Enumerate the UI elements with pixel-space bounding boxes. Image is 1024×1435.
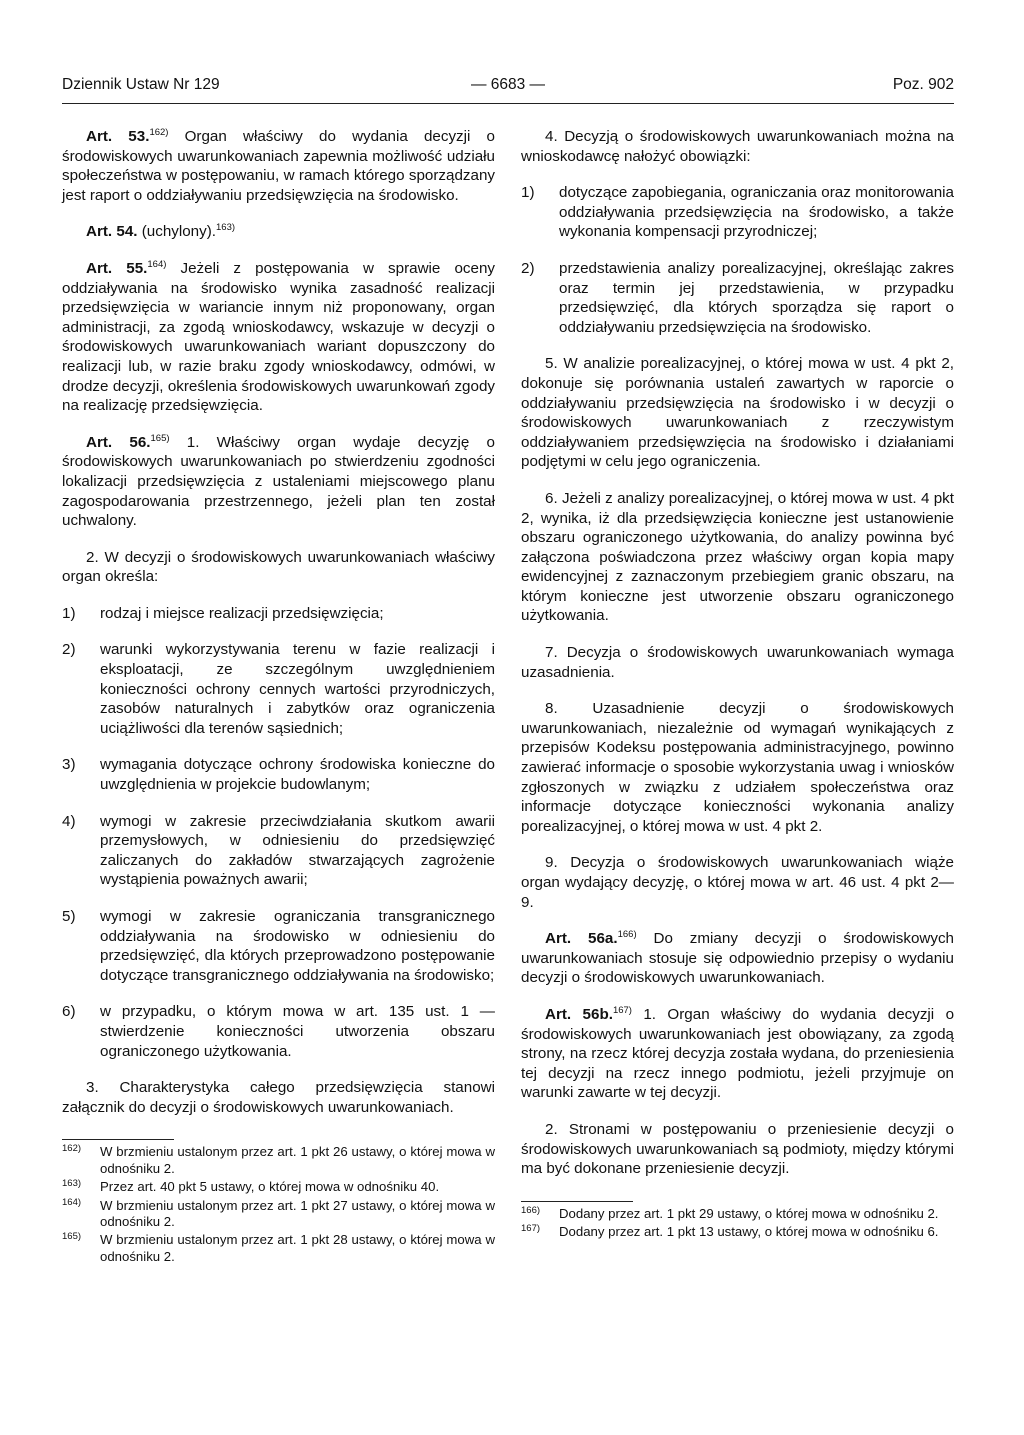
footnote-rule <box>62 1139 174 1140</box>
list-text: wymogi w zakresie ograniczania transgranicznego oddziaływania na środowisko w odniesieniu do przedsięwzięć, dla których przeprowadzono postępowanie dotyczące transgranicznego oddziaływania na środowisko; <box>100 908 495 984</box>
footnote-ref: 162) <box>149 127 169 138</box>
art-56 <box>62 433 495 531</box>
list-item <box>62 907 495 985</box>
footnote <box>521 1224 954 1240</box>
art-54 <box>62 222 495 242</box>
list-text: rodzaj i miejsce realizacji przedsięwzięcia; <box>100 604 384 622</box>
art-56b <box>521 1005 954 1103</box>
article-label: Art. 56b. <box>545 1005 613 1023</box>
list-number: 2) <box>62 641 76 659</box>
footnote-ref: 165) <box>150 432 170 444</box>
footnote <box>62 1179 495 1195</box>
list-item <box>62 604 495 624</box>
header-rule <box>62 103 954 104</box>
article-text: Organ właściwy do wydania decyzji o środowiskowych uwarunkowaniach zapewnia możliwość udziału społeczeństwa w postępowaniu, w ramach którego sporządzany jest raport o oddziaływaniu przedsięwzięcia na środowisko. <box>62 128 495 204</box>
footnote-text: Przez art. 40 pkt 5 ustawy, o której mowa w odnośniku 40. <box>100 1179 440 1195</box>
paragraph-8: 8. Uzasadnienie decyzji o środowiskowych uwarunkowaniach, niezależnie od wymagań wynikających z przepisów Kodeksu postępowania administracyjnego, powinno zawierać informacje o sposobie wykorzystania uwag i wniosków zgłoszonych w związku z udziałem społeczeństwa oraz informacje dotyczące konieczności wykonania analizy porealizacyjnej, o której mowa w ust. 4 pkt 2. <box>521 700 954 835</box>
footnote <box>62 1232 495 1265</box>
art-56a <box>521 929 954 988</box>
footnote-rule <box>521 1201 633 1202</box>
list-number: 2) <box>521 259 535 277</box>
art-55 <box>62 259 495 416</box>
article-text: Jeżeli z postępowania w sprawie oceny oddziaływania na środowisko wynika zasadność realizacji przedsięwzięcia w wariancie innym niż proponowany, organ administracji, za zgodą wnioskodawcy, wskazuje w decyzji o środowiskowych uwarunkowaniach wariant dopuszczony do realizacji lub, w razie braku zgody wnioskodawcy, odmówi, w drodze decyzji, określenia środowiskowych uwarunkowań zgody na realizację przedsięwzięcia. <box>62 259 495 415</box>
footnote-mark: 167) <box>521 1223 541 1235</box>
footnote-mark: 164) <box>62 1196 82 1208</box>
list-number: 6) <box>62 1003 76 1021</box>
paragraph-9: 9. Decyzja o środowiskowych uwarunkowaniach wiąże organ wydający decyzję, o której mowa w art. 46 ust. 4 pkt 2—9. <box>521 854 954 911</box>
footnote <box>62 1144 495 1177</box>
list-number: 5) <box>62 908 76 925</box>
right-column <box>521 127 954 1243</box>
art-56-paragraph-3: 3. Charakterystyka całego przedsięwzięcia stanowi załącznik do decyzji o środowiskowych uwarunkowaniach. <box>62 1079 495 1116</box>
article-label: Art. 53. <box>86 128 150 145</box>
footnote-text: W brzmieniu ustalonym przez art. 1 pkt 26 ustawy, o której mowa w odnośniku 2. <box>100 1144 495 1176</box>
footnote-mark: 165) <box>62 1231 82 1243</box>
footnote-ref: 164) <box>147 258 167 270</box>
list-text: warunki wykorzystywania terenu w fazie realizacji i eksploatacji, ze szczególnym uwzględnieniem konieczności ochrony cennych wartości przyrodniczych, zasobów naturalnych i zabytków oraz ograniczenia uciążliwości dla terenów sąsiednich; <box>100 641 495 737</box>
art-56-paragraph-2: 2. W decyzji o środowiskowych uwarunkowaniach właściwy organ określa: <box>62 548 495 586</box>
footnote-ref: 163) <box>216 222 236 234</box>
footnote-text: W brzmieniu ustalonym przez art. 1 pkt 27 ustawy, o której mowa w odnośniku 2. <box>100 1197 495 1229</box>
footnote-mark: 162) <box>62 1143 82 1155</box>
list-item <box>521 183 954 242</box>
list-text: wymogi w zakresie przeciwdziałania skutkom awarii przemysłowych, w odniesieniu do przedsięwzięć zaliczanych do zakładów stwarzających zagrożenie wystąpienia poważnych awarii; <box>100 812 495 889</box>
list-number: 1) <box>62 604 76 622</box>
article-text: (uchylony). <box>137 223 216 241</box>
article-label: Art. 55. <box>86 259 148 277</box>
list-item <box>62 812 495 890</box>
article-label: Art. 56. <box>86 433 151 451</box>
list-item <box>62 755 495 794</box>
list-number: 1) <box>521 184 535 202</box>
page-header <box>62 76 954 100</box>
footnote-text: Dodany przez art. 1 pkt 13 ustawy, o której mowa w odnośniku 6. <box>559 1224 939 1240</box>
paragraph-4: 4. Decyzją o środowiskowych uwarunkowaniach można na wnioskodawcę nałożyć obowiązki: <box>521 128 954 165</box>
paragraph-5: 5. W analizie porealizacyjnej, o której mowa w ust. 4 pkt 2, dokonuje się porównania ustaleń zawartych w raporcie o oddziaływaniu przedsięwzięcia na środowisko i w decyzji o środowiskowych uwarunkowaniach z rzeczywistym oddziaływaniem przedsięwzięcia na środowisko i działaniami podjętymi w celu jego ograniczenia. <box>521 355 954 471</box>
footnote <box>62 1198 495 1231</box>
article-text: Do zmiany decyzji o środowiskowych uwarunkowaniach stosuje się odpowiednio przepisy o wydaniu decyzji o środowiskowych uwarunkowaniach. <box>521 930 955 987</box>
article-text: 1. Organ właściwy do wydania decyzji o środowiskowych uwarunkowaniach jest obowiązany, za zgodą strony, na rzecz której decyzja została wydana, do przeniesienia tej decyzji na rzecz innego podmiotu, jeżeli przyjmuje on warunki zawarte w tej decyzji. <box>521 1005 955 1102</box>
footnote-ref: 166) <box>617 929 637 941</box>
footnote <box>521 1206 954 1222</box>
journal-title: Dziennik Ustaw Nr 129 <box>62 76 220 93</box>
left-column <box>62 127 495 1267</box>
footnote-text: Dodany przez art. 1 pkt 29 ustawy, o której mowa w odnośniku 2. <box>559 1205 939 1221</box>
footnote-text: W brzmieniu ustalonym przez art. 1 pkt 28 ustawy, o której mowa w odnośniku 2. <box>100 1232 495 1264</box>
list-item <box>521 259 954 337</box>
footnote-mark: 163) <box>62 1178 82 1190</box>
position-number: Poz. 902 <box>892 76 954 93</box>
footnote-ref: 167) <box>612 1004 632 1016</box>
list-text: dotyczące zapobiegania, ograniczania oraz monitorowania oddziaływania przedsięwzięcia na środowisko, a także wykonania kompensacji przyrodniczej; <box>559 184 954 241</box>
article-label: Art. 54. <box>86 223 138 241</box>
paragraph-6: 6. Jeżeli z analizy porealizacyjnej, o której mowa w ust. 4 pkt 2, wynika, iż dla przedsięwzięcia konieczne jest ustanowienie obszaru ograniczonego użytkowania, do analizy powinna być załączona poświadczona przez właściwy organ kopia mapy ewidencyjnej z zaznaczonym przebiegiem granic obszaru, na którym konieczne jest utworzenie obszaru ograniczonego użytkowania. <box>521 489 954 625</box>
list-number: 3) <box>62 756 76 774</box>
footnote-mark: 166) <box>521 1204 541 1216</box>
art-56b-paragraph-2: 2. Stronami w postępowaniu o przeniesienie decyzji o środowiskowych uwarunkowaniach są podmioty, między którymi ma być dokonane przeniesienie decyzji. <box>521 1120 954 1178</box>
article-label: Art. 56a. <box>545 930 618 948</box>
list-number: 4) <box>62 812 76 830</box>
list-item <box>62 1002 495 1061</box>
art-53 <box>62 127 495 205</box>
list-text: wymagania dotyczące ochrony środowiska konieczne do uwzględnienia w projekcie budowlanym; <box>100 756 495 794</box>
page-number: — 6683 — <box>470 76 546 93</box>
article-text: 1. Właściwy organ wydaje decyzję o środowiskowych uwarunkowaniach po stwierdzeniu zgodności lokalizacji przedsięwzięcia z ustaleniami miejscowego planu zagospodarowania przestrzennego, jeżeli plan ten został uchwalony. <box>62 433 495 530</box>
list-text: przedstawienia analizy porealizacyjnej, określając zakres oraz termin jej przedstawienia, w przypadku przedsięwzięć, dla których sporządza się raport o oddziaływaniu przedsięwzięcia na środowisko. <box>559 259 954 336</box>
list-text: w przypadku, o którym mowa w art. 135 ust. 1 — stwierdzenie konieczności utworzenia obszaru ograniczonego użytkowania. <box>100 1003 495 1060</box>
paragraph-7: 7. Decyzja o środowiskowych uwarunkowaniach wymaga uzasadnienia. <box>521 644 954 681</box>
list-item <box>62 640 495 738</box>
